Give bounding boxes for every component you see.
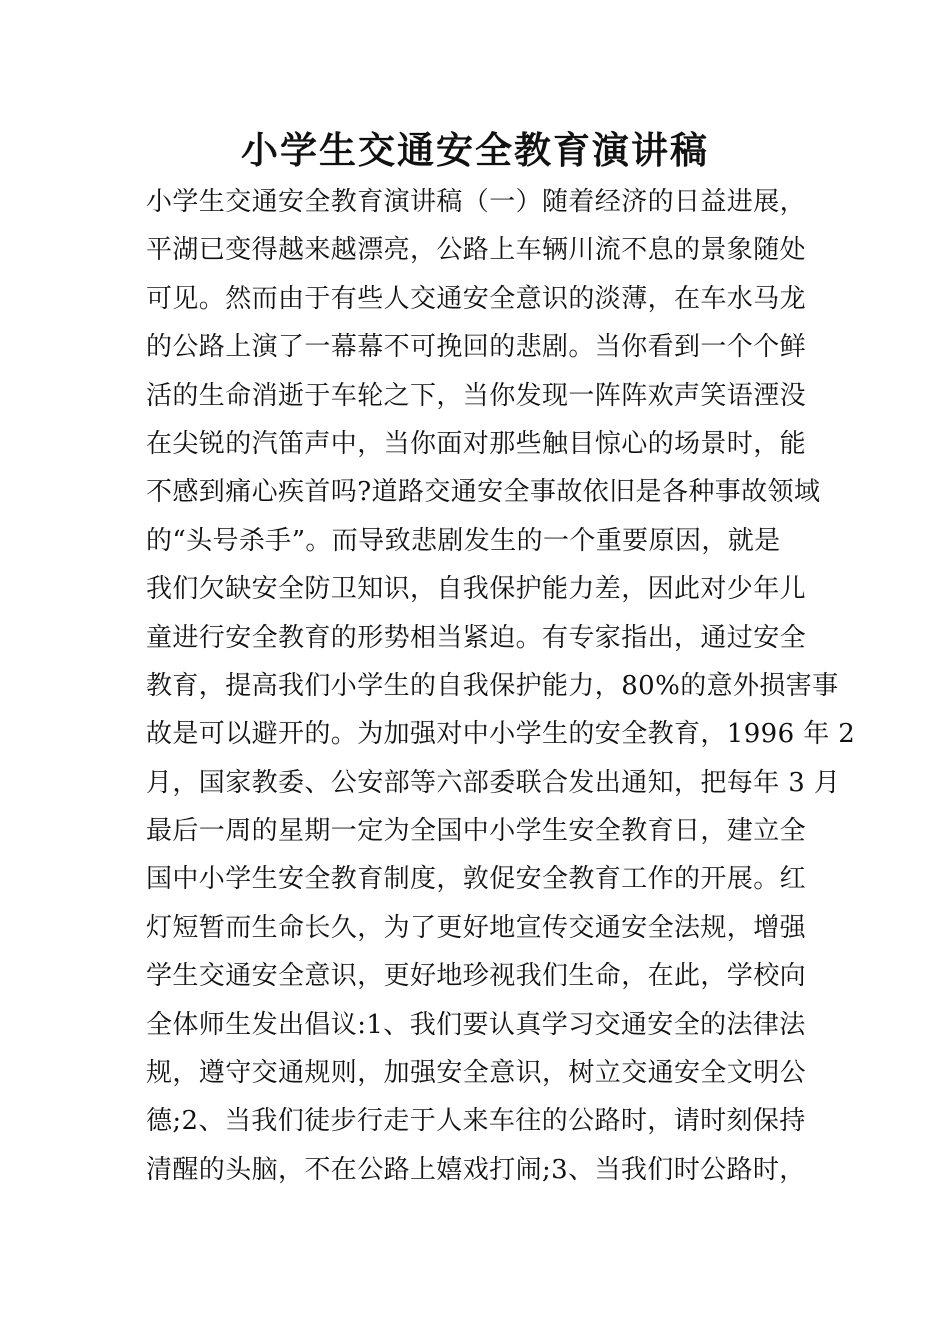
body-line: 在尖锐的汽笛声中，当你面对那些触目惊心的场景时，能 bbox=[146, 428, 807, 459]
body-line: 活的生命消逝于车轮之下，当你发现一阵阵欢声笑语湮没 bbox=[146, 380, 807, 411]
body-line: 国中小学生安全教育制度，敦促安全教育工作的开展。红 bbox=[146, 864, 807, 895]
body-line: 月，国家教委、公安部等六部委联合发出通知，把每年 3 月 bbox=[146, 767, 841, 798]
body-line: 全体师生发出倡议:1、我们要认真学习交通安全的法律法 bbox=[146, 1009, 806, 1040]
body-line: 平湖已变得越来越漂亮，公路上车辆川流不息的景象随处 bbox=[146, 235, 807, 266]
body-line: 我们欠缺安全防卫知识，自我保护能力差，因此对少年儿 bbox=[146, 574, 807, 605]
body-line: 规，遵守交通规则，加强安全意识，树立交通安全文明公 bbox=[146, 1058, 807, 1089]
body-line: 童进行安全教育的形势相当紧迫。有专家指出，通过安全 bbox=[146, 622, 807, 653]
body-line: 的公路上演了一幕幕不可挽回的悲剧。当你看到一个个鲜 bbox=[146, 332, 807, 363]
document-body bbox=[146, 178, 856, 1194]
body-line: 学生交通安全意识，更好地珍视我们生命，在此，学校向 bbox=[146, 961, 807, 992]
body-line: 德;2、当我们徒步行走于人来车往的公路时，请时刻保持 bbox=[146, 1106, 806, 1137]
body-line: 最后一周的星期一定为全国中小学生安全教育日，建立全 bbox=[146, 816, 807, 847]
body-line: 小学生交通安全教育演讲稿（一）随着经济的日益进展， bbox=[146, 187, 807, 217]
body-line: 故是可以避开的。为加强对中小学生的安全教育，1996 年 2 bbox=[146, 719, 856, 750]
body-line: 灯短暂而生命长久，为了更好地宣传交通安全法规，增强 bbox=[146, 912, 807, 943]
body-line: 教育，提高我们小学生的自我保护能力，80%的意外损害事 bbox=[146, 670, 839, 701]
body-line: 可见。然而由于有些人交通安全意识的淡薄，在车水马龙 bbox=[146, 283, 807, 314]
document-title: 小学生交通安全教育演讲稿 bbox=[241, 128, 709, 172]
body-line: 清醒的头脑，不在公路上嬉戏打闹;3、当我们时公路时， bbox=[146, 1154, 806, 1185]
body-line: 的“头号杀手”。而导致悲剧发生的一个重要原因，就是 bbox=[146, 525, 781, 556]
body-line: 不感到痛心疾首吗?道路交通安全事故依旧是各种事故领域 bbox=[146, 477, 821, 508]
